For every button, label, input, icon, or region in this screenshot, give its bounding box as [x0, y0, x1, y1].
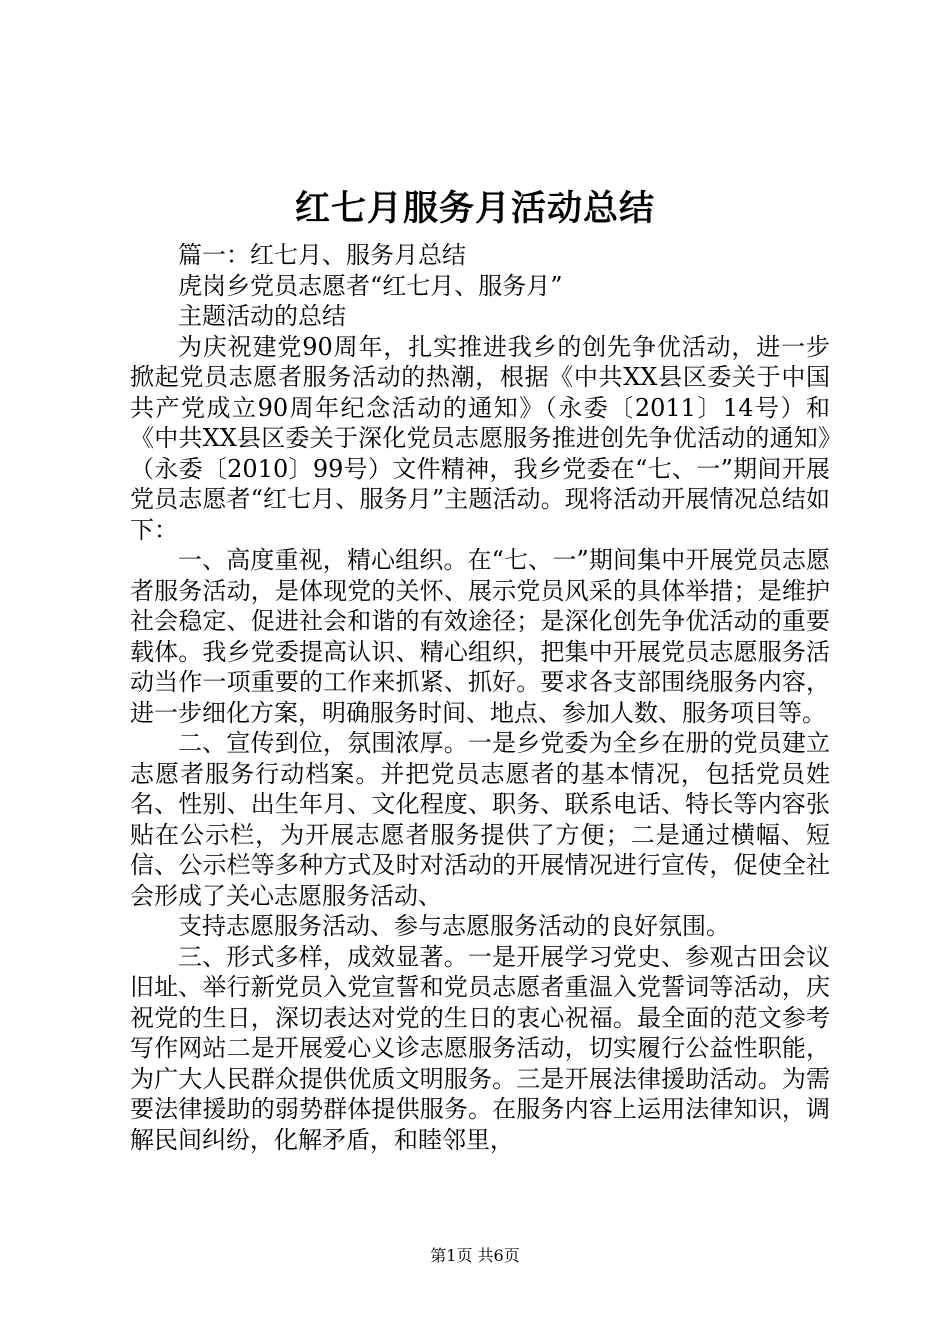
paragraph: 二、宣传到位，氛围浓厚。一是乡党委为全乡在册的党员建立志愿者服务行动档案。并把党员志愿者的基本情况，包括党员姓名、性别、出生年月、文化程度、职务、联系电话、特长等内容张贴在公示栏，为开展志愿者服务提供了方便；二是通过横幅、短信、公示栏等多种方式及时对活动的开展情况进行宣传，促使全社会形成了关心志愿服务活动、: [130, 729, 830, 910]
paragraph: 篇一：红七月、服务月总结: [178, 241, 466, 269]
paragraph: 为庆祝建党90周年，扎实推进我乡的创先争优活动，进一步掀起党员志愿者服务活动的热潮，根据《中共XX县区委关于中国共产党成立90周年纪念活动的通知》（永委〔2011〕14号）和《中共XX县区委关于深化党员志愿服务推进创先争优活动的通知》（永委〔2010〕99号）文件精神，我乡党委在“七、一”期间开展党员志愿者“红七月、服务月”主题活动。现将活动开展情况总结如下：: [130, 332, 830, 544]
document-body: [130, 240, 830, 1155]
document-title: 红七月服务月活动总结: [294, 188, 655, 229]
paragraph: 虎岗乡党员志愿者“红七月、服务月”: [178, 271, 563, 300]
paragraph: 三、形式多样，成效显著。一是开展学习党史、参观古田会议旧址、举行新党员入党宣誓和党员志愿者重温入党誓词等活动，庆祝党的生日，深切表达对党的生日的衷心祝福。最全面的范文参考写作网站二是开展爱心义诊志愿服务活动，切实履行公益性职能，为广大人民群众提供优质文明服务。三是开展法律援助活动。为需要法律援助的弱势群体提供服务。在服务内容上运用法律知识，调解民间纠纷，化解矛盾，和睦邻里，: [130, 942, 830, 1154]
paragraph: 一、高度重视，精心组织。在“七、一”期间集中开展党员志愿者服务活动，是体现党的关怀、展示党员风采的具体举措；是维护社会稳定、促进社会和谐的有效途径；是深化创先争优活动的重要载体。我乡党委提高认识、精心组织，把集中开展党员志愿服务活动当作一项重要的工作来抓紧、抓好。要求各支部围绕服务内容，进一步细化方案，明确服务时间、地点、参加人数、服务项目等。: [130, 546, 830, 727]
paragraph: 主题活动的总结: [178, 302, 346, 330]
page-footer: 第1页 共6页: [430, 1246, 520, 1265]
paragraph: 支持志愿服务活动、参与志愿服务活动的良好氛围。: [178, 912, 730, 940]
